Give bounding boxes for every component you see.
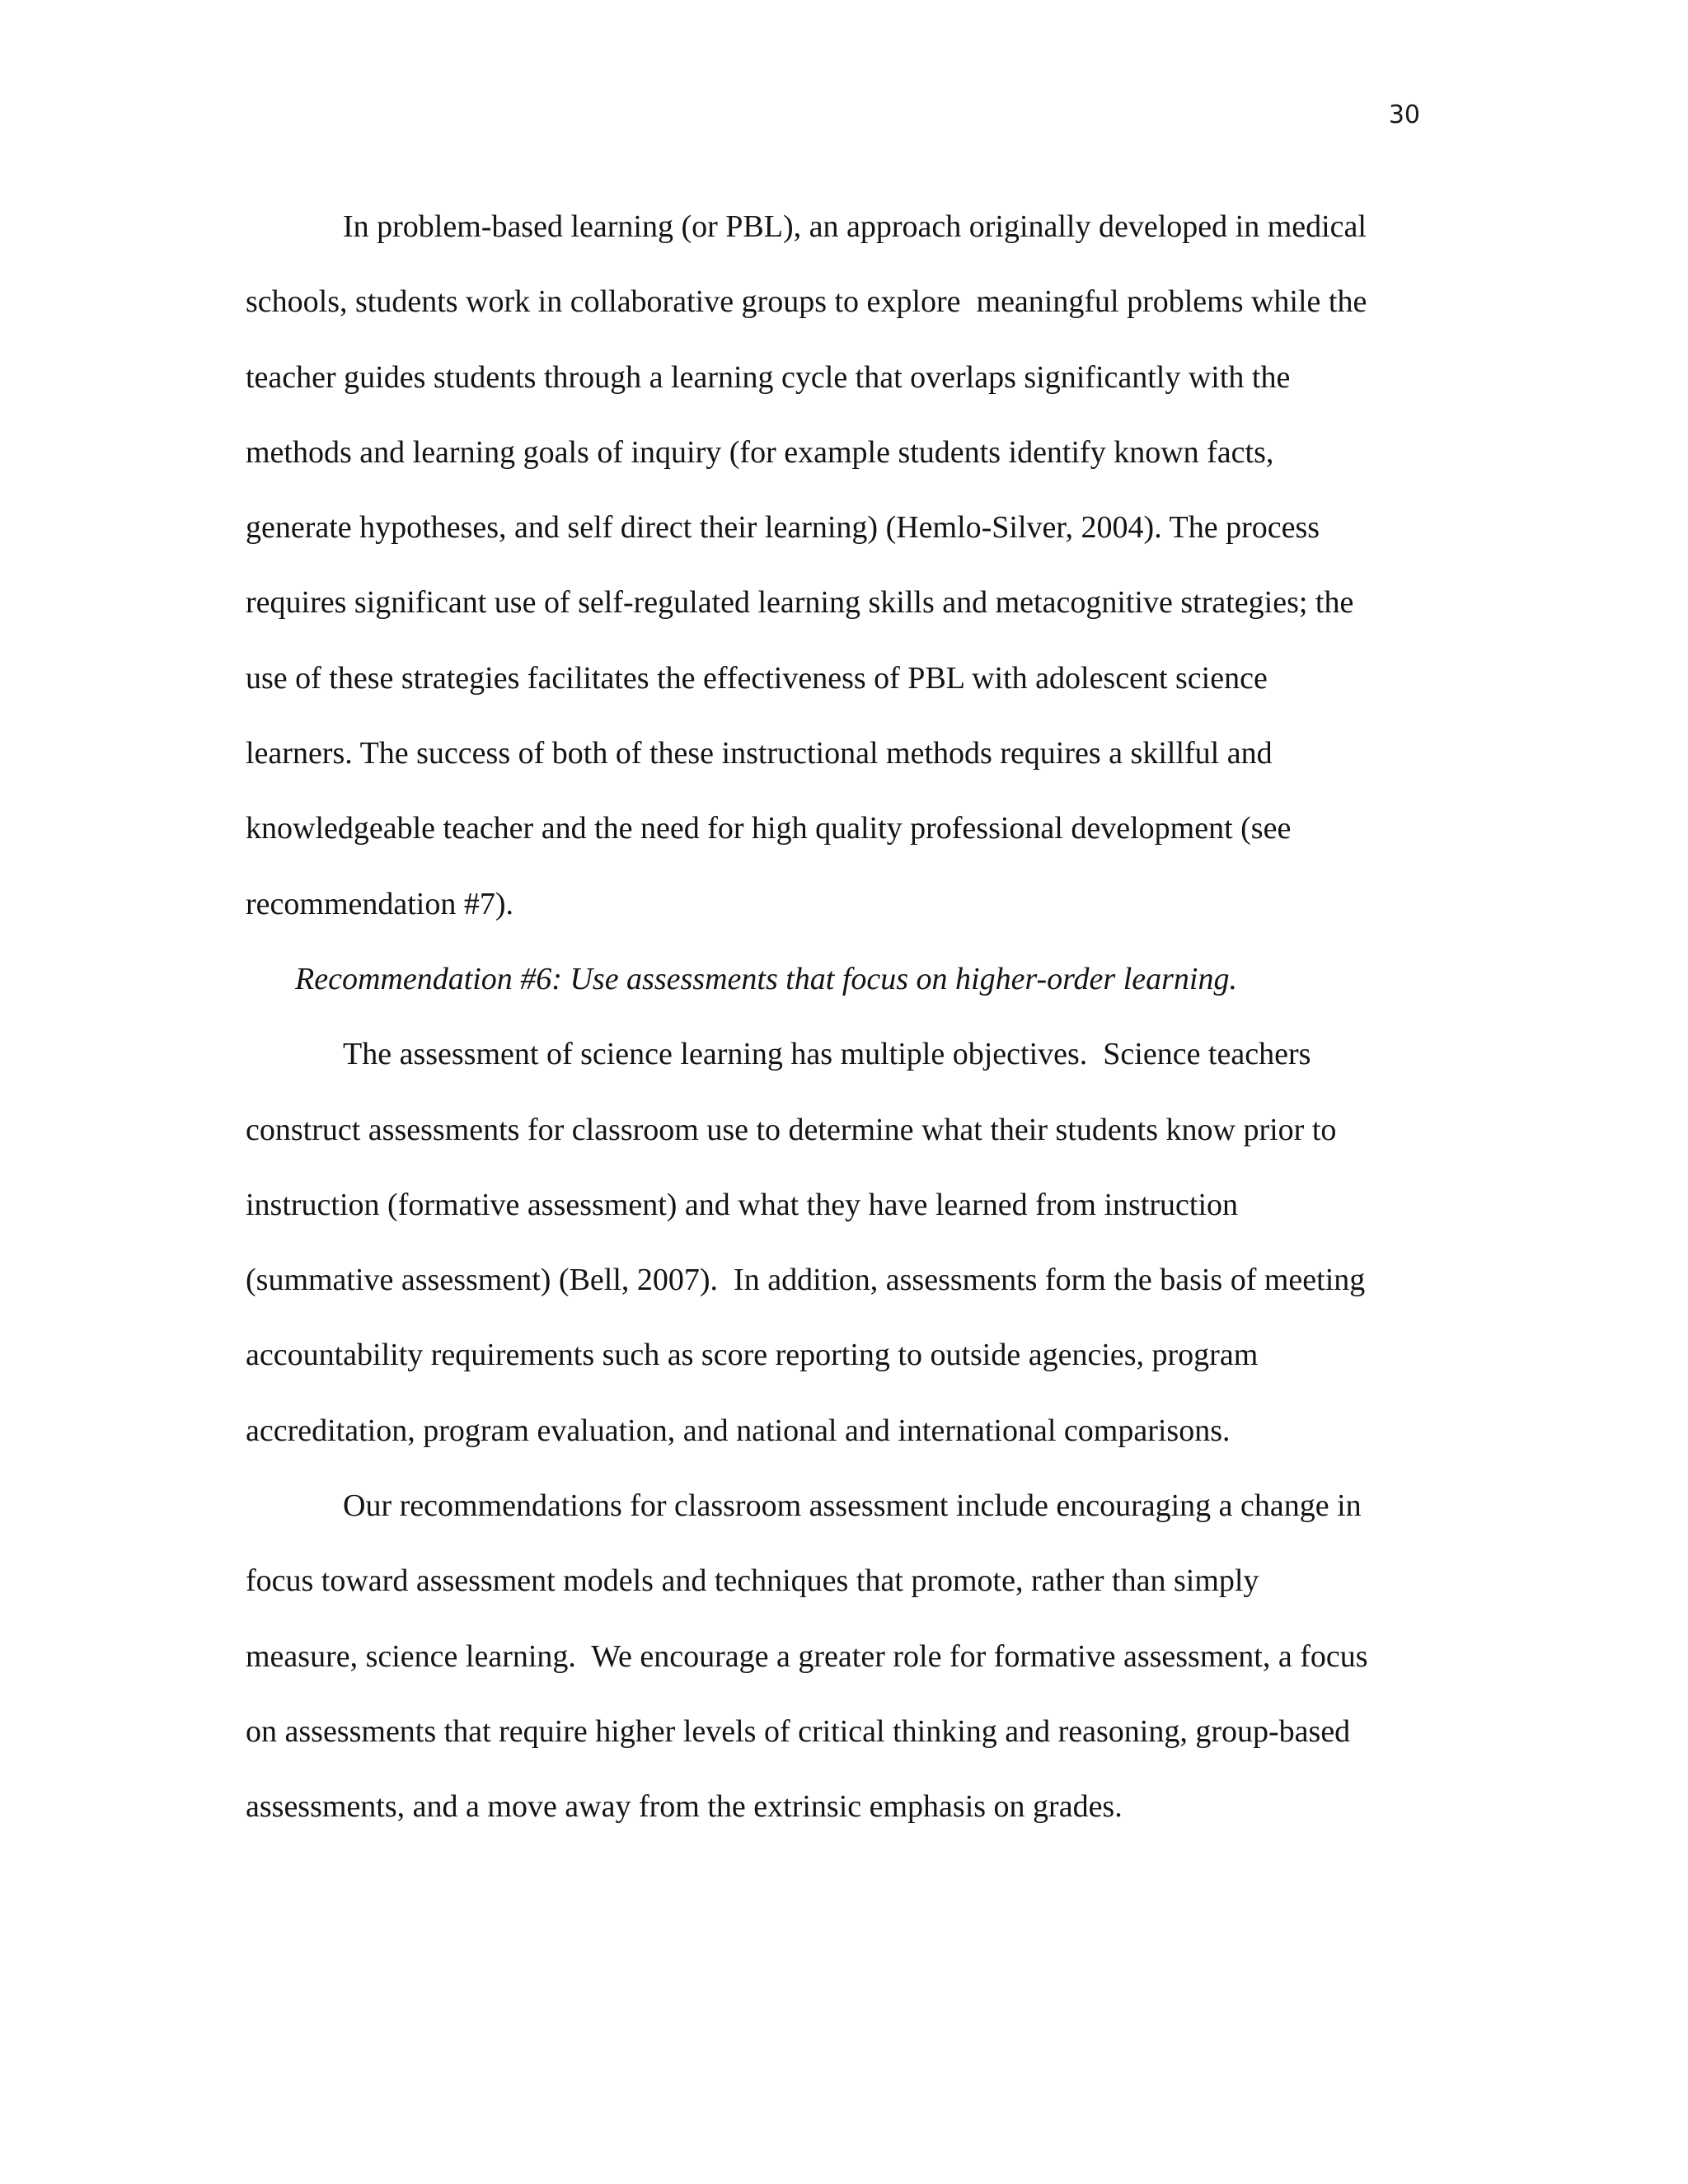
text-line: assessments, and a move away from the extrinsic emphasis on grades. [246, 1789, 1123, 1825]
section-heading: Recommendation #6: Use assessments that focus on higher-order learning. [295, 961, 1237, 996]
text-line: generate hypotheses, and self direct their learning) (Hemlo-Silver, 2004). The process [246, 510, 1320, 546]
text-line: learners. The success of both of these instructional methods requires a skillful and [246, 736, 1273, 771]
text-line: schools, students work in collaborative groups to explore meaningful problems while the [246, 284, 1367, 320]
text-line: use of these strategies facilitates the effectiveness of PBL with adolescent science [246, 660, 1268, 696]
text-line: (summative assessment) (Bell, 2007). In addition, assessments form the basis of meeting [246, 1263, 1366, 1298]
text-line: focus toward assessment models and techniques that promote, rather than simply [246, 1563, 1259, 1599]
text-line: Our recommendations for classroom assessment include encouraging a change in [343, 1488, 1362, 1524]
text-line: teacher guides students through a learning cycle that overlaps significantly with the [246, 359, 1291, 395]
text-line: instruction (formative assessment) and what they have learned from instruction [246, 1187, 1239, 1222]
text-line: knowledgeable teacher and the need for high quality professional development (see [246, 811, 1292, 846]
text-line: accreditation, program evaluation, and national and international comparisons. [246, 1413, 1231, 1448]
page-number: 30 [1388, 101, 1420, 129]
text-line: measure, science learning. We encourage a greater role for formative assessment, a focus [246, 1638, 1368, 1674]
text-line: accountability requirements such as score reporting to outside agencies, program [246, 1338, 1259, 1373]
text-line: on assessments that require higher levels of critical thinking and reasoning, group-based [246, 1713, 1351, 1749]
document-body [246, 190, 1432, 1845]
text-line: The assessment of science learning has multiple objectives. Science teachers [343, 1037, 1311, 1072]
text-line: requires significant use of self-regulated learning skills and metacognitive strategies; the [246, 585, 1354, 621]
text-line: In problem-based learning (or PBL), an approach originally developed in medical [343, 209, 1367, 244]
text-line: recommendation #7). [246, 886, 514, 921]
paragraph-assessment-objectives [246, 1017, 1432, 1469]
paragraph-pbl [246, 190, 1432, 942]
paragraph-recommendations [246, 1469, 1432, 1844]
text-line: construct assessments for classroom use to determine what their students know prior to [246, 1112, 1337, 1147]
text-line: methods and learning goals of inquiry (for example students identify known facts, [246, 434, 1274, 470]
